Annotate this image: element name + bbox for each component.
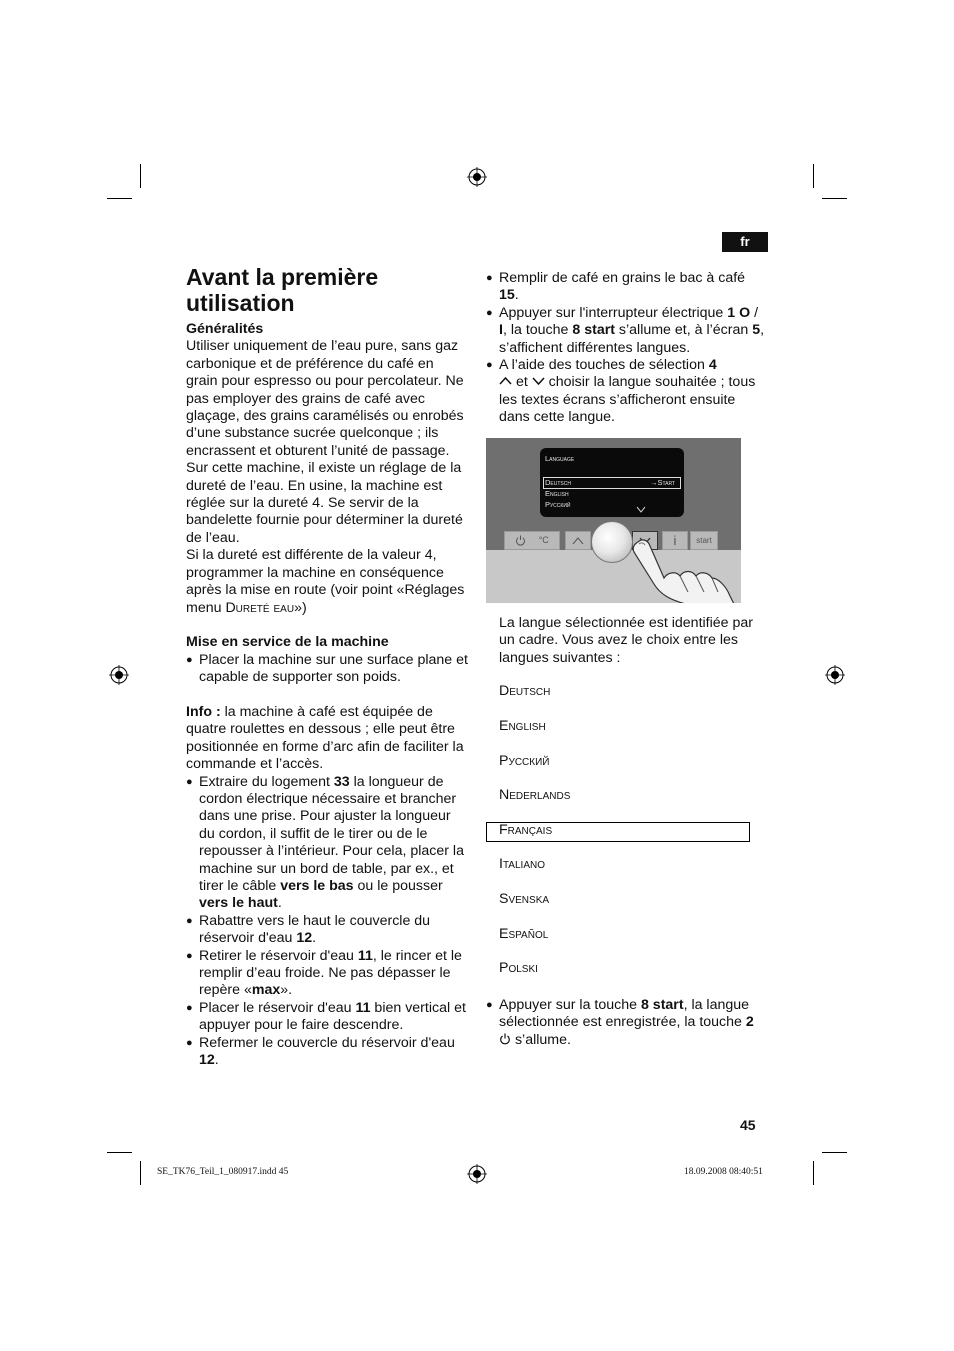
language-option: Español bbox=[499, 926, 549, 942]
power-icon bbox=[515, 535, 526, 546]
info-note: Info : la machine à café est équipée de quatre roulettes en dessous ; elle peut être positionnée en forme d’arc afin de faciliter la commande et l’accès. bbox=[186, 703, 464, 773]
registration-mark-icon bbox=[467, 167, 487, 187]
list-item: ● A l’aide des touches de sélection 4 et choisir la langue souhaitée ; tous les textes écrans s’afficheront ensuite dans cette langue. bbox=[486, 357, 766, 427]
left-column bbox=[186, 321, 468, 1069]
footer-timestamp: 18.09.2008 08:40:51 bbox=[684, 1167, 763, 1177]
crop-mark bbox=[813, 1161, 814, 1185]
display-row: Русский bbox=[545, 500, 571, 509]
footer-file-info: SE_TK76_Teil_1_080917.indd 45 bbox=[157, 1167, 289, 1177]
confirm-step bbox=[486, 997, 766, 1049]
language-option: Svenska bbox=[499, 891, 550, 907]
crop-mark bbox=[822, 198, 847, 199]
language-option: Deutsch bbox=[499, 683, 551, 699]
list-item: ● Placer le réservoir d'eau 11 bien vertical et appuyer pour le faire descendre. bbox=[186, 1000, 468, 1035]
section-heading: Mise en service de la machine bbox=[186, 634, 389, 651]
pointing-hand-icon bbox=[626, 538, 741, 603]
registration-mark-icon bbox=[825, 665, 845, 685]
up-button[interactable] bbox=[565, 531, 591, 550]
list-item: ● Appuyer sur la touche 8 start, la langue sélectionnée est enregistrée, la touche 2 s’allume. bbox=[486, 997, 766, 1049]
power-icon bbox=[499, 1033, 511, 1045]
crop-mark bbox=[107, 1152, 132, 1153]
crop-mark bbox=[813, 164, 814, 188]
crop-mark bbox=[107, 198, 132, 199]
right-column bbox=[486, 270, 766, 427]
paragraph: Utiliser uniquement de l’eau pure, sans gaz carbonique et de préférence du café en grain pour espresso ou pour percolateur. Ne pas employer des grains de café avec glaçage, des grains caramélisés ou enrobés d’une substance sucrée quelconque ; ils encrassent et obturent l’unité de passage. bbox=[186, 338, 464, 459]
language-option: Italiano bbox=[499, 856, 545, 872]
power-temp-button[interactable] bbox=[504, 531, 560, 550]
chevron-up-icon bbox=[499, 376, 512, 386]
list-item: ● Appuyer sur l'interrupteur électrique 1 O / I, la touche 8 start s’allume et, à l’écran 5, s’affichent différentes langues. bbox=[486, 305, 766, 357]
list-item: ● Placer la machine sur une surface plane et capable de supporter son poids. bbox=[186, 652, 468, 687]
list-item: ● Retirer le réservoir d'eau 11, le rincer et le remplir d’eau froide. Ne pas dépasser le repère «max». bbox=[186, 948, 468, 1000]
language-option: Русский bbox=[499, 753, 550, 769]
list-item: ● Remplir de café en grains le bac à café 15. bbox=[486, 270, 766, 305]
language-tab: fr bbox=[722, 232, 768, 252]
info-icon: i bbox=[673, 533, 677, 548]
section-heading: Généralités bbox=[186, 321, 264, 337]
display-start-hint: →Start bbox=[650, 478, 676, 487]
registration-mark-icon bbox=[109, 665, 129, 685]
display-row: English bbox=[545, 489, 569, 498]
language-option: Nederlands bbox=[499, 787, 571, 803]
selected-language-note bbox=[499, 615, 764, 667]
registration-mark-icon bbox=[467, 1164, 487, 1184]
page-number: 45 bbox=[740, 1117, 756, 1133]
paragraph: La langue sélectionnée est identifiée par un cadre. Vous avez le choix entre les langues suivantes : bbox=[499, 615, 753, 666]
chevron-up-icon bbox=[572, 537, 584, 545]
display-screen bbox=[540, 448, 684, 517]
display-header: Language bbox=[545, 454, 575, 463]
language-option: Polski bbox=[499, 960, 538, 976]
chevron-down-icon bbox=[532, 376, 545, 386]
temperature-label: °C bbox=[538, 535, 549, 545]
list-item: ● Extraire du logement 33 la longueur de cordon électrique nécessaire et brancher dans une prise. Pour ajuster la longueur du cordon, il suffit de le tirer ou de le repousser à l’intérieur. Pour cela, placer la machine sur un bord de table, par ex., et tirer le câble vers le bas ou le pousser vers le haut. bbox=[186, 774, 468, 913]
crop-mark bbox=[140, 164, 141, 188]
page-title: Avant la première utilisation bbox=[186, 264, 379, 316]
language-option-selected: Français bbox=[499, 822, 553, 838]
chevron-down-icon bbox=[636, 506, 646, 513]
list-item: ● Refermer le couvercle du réservoir d'eau 12. bbox=[186, 1035, 468, 1070]
paragraph: Sur cette machine, il existe un réglage de la dureté de l’eau. En usine, la machine est réglée sur la dureté 4. Se servir de la bandelette fournie pour déterminer la dureté de l’eau. bbox=[186, 460, 463, 546]
paragraph: Si la dureté est différente de la valeur 4, programmer la machine en conséquence après la mise en route (voir point «Réglages menu Dureté eau») bbox=[186, 547, 465, 616]
list-item: ● Rabattre vers le haut le couvercle du réservoir d'eau 12. bbox=[186, 913, 468, 948]
start-label: start bbox=[696, 536, 712, 545]
control-panel-illustration bbox=[486, 438, 741, 603]
crop-mark bbox=[140, 1161, 141, 1185]
display-row-selected: Deutsch bbox=[545, 478, 571, 487]
crop-mark bbox=[822, 1152, 847, 1153]
language-option: English bbox=[499, 718, 546, 734]
